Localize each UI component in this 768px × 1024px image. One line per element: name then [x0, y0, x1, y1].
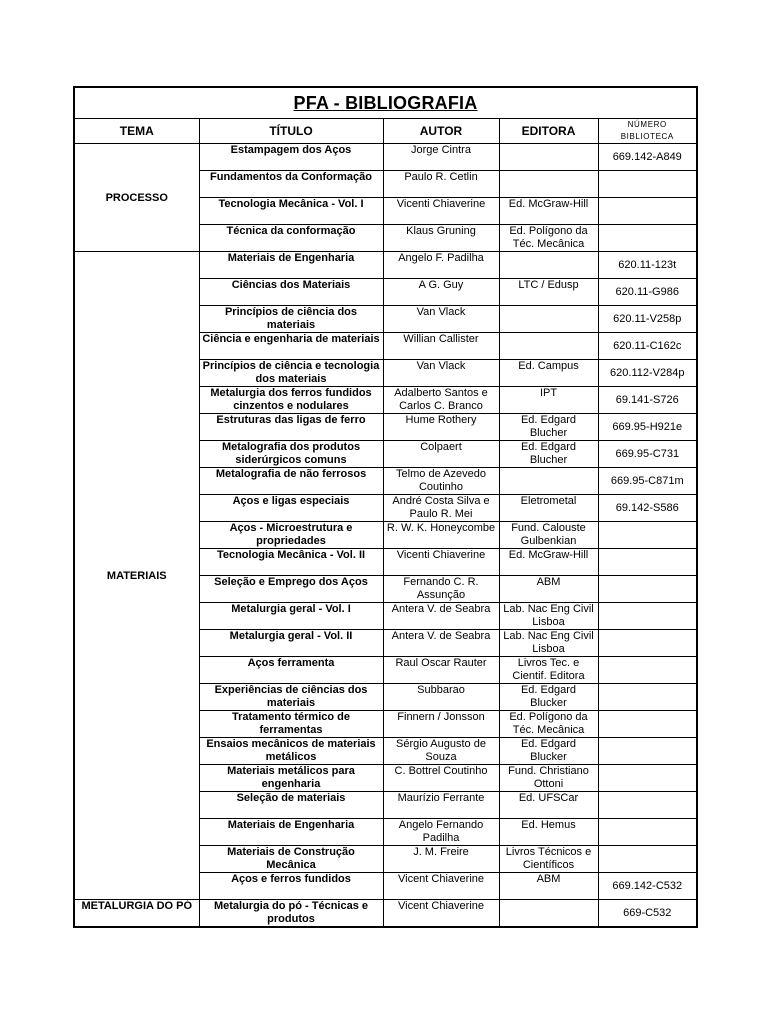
editora-cell [499, 306, 598, 333]
numero-cell [598, 630, 697, 657]
numero-cell [598, 549, 697, 576]
tema-cell: MATERIAIS [74, 252, 199, 900]
titulo-cell: Materiais metálicos para engenharia [199, 765, 383, 792]
numero-cell [598, 765, 697, 792]
table-row [74, 900, 697, 927]
bibliography-table [73, 86, 698, 928]
autor-cell: Antera V. de Seabra [383, 603, 499, 630]
titulo-cell: Aços e ferros fundidos [199, 873, 383, 900]
editora-cell: Ed. Polígono da Téc. Mecânica [499, 225, 598, 252]
autor-cell: Finnern / Jonsson [383, 711, 499, 738]
autor-cell: Colpaert [383, 441, 499, 468]
numero-cell: 69.141-S726 [598, 387, 697, 414]
titulo-cell: Metalurgia dos ferros fundidos cinzentos e nodulares [199, 387, 383, 414]
editora-cell: Ed. McGraw-Hill [499, 549, 598, 576]
titulo-cell: Seleção e Emprego dos Aços [199, 576, 383, 603]
autor-cell: Hume Rothery [383, 414, 499, 441]
titulo-cell: Estruturas das ligas de ferro [199, 414, 383, 441]
header-numero: NÚMERO BIBLIOTECA [598, 119, 697, 144]
editora-cell: Ed. Campus [499, 360, 598, 387]
editora-cell [499, 468, 598, 495]
titulo-cell: Tratamento térmico de ferramentas [199, 711, 383, 738]
titulo-cell: Aços e ligas especiais [199, 495, 383, 522]
header-titulo: TÍTULO [199, 119, 383, 144]
numero-cell [598, 846, 697, 873]
numero-cell [598, 603, 697, 630]
autor-cell: Paulo R. Cetlin [383, 171, 499, 198]
titulo-cell: Ensaios mecânicos de materiais metálicos [199, 738, 383, 765]
editora-cell: LTC / Edusp [499, 279, 598, 306]
editora-cell [499, 333, 598, 360]
numero-cell: 669.95-C731 [598, 441, 697, 468]
autor-cell: Adalberto Santos e Carlos C. Branco [383, 387, 499, 414]
editora-cell: Ed. Edgard Blucker [499, 684, 598, 711]
autor-cell: Klaus Gruning [383, 225, 499, 252]
titulo-cell: Aços - Microestrutura e propriedades [199, 522, 383, 549]
autor-cell: Antera V. de Seabra [383, 630, 499, 657]
titulo-cell: Seleção de materiais [199, 792, 383, 819]
autor-cell: Willian Callister [383, 333, 499, 360]
autor-cell: André Costa Silva e Paulo R. Mei [383, 495, 499, 522]
editora-cell: Fund. Christiano Ottoni [499, 765, 598, 792]
table-row [74, 144, 697, 171]
numero-cell [598, 171, 697, 198]
numero-cell [598, 711, 697, 738]
numero-cell: 669-C532 [598, 900, 697, 927]
autor-cell: Van Vlack [383, 306, 499, 333]
editora-cell: Ed. Edgard Blucher [499, 441, 598, 468]
editora-cell: Ed. Polígono da Téc. Mecânica [499, 711, 598, 738]
titulo-cell: Experiências de ciências dos materiais [199, 684, 383, 711]
titulo-cell: Aços ferramenta [199, 657, 383, 684]
editora-cell [499, 144, 598, 171]
numero-cell [598, 819, 697, 846]
editora-cell: Ed. Edgard Blucker [499, 738, 598, 765]
numero-cell: 620.11-V258p [598, 306, 697, 333]
header-autor: AUTOR [383, 119, 499, 144]
titulo-cell: Ciência e engenharia de materiais [199, 333, 383, 360]
editora-cell [499, 252, 598, 279]
titulo-cell: Fundamentos da Conformação [199, 171, 383, 198]
autor-cell: Vicenti Chiaverine [383, 549, 499, 576]
editora-cell [499, 171, 598, 198]
titulo-cell: Técnica da conformação [199, 225, 383, 252]
numero-cell: 669.95-H921e [598, 414, 697, 441]
titulo-cell: Metalografia de não ferrosos [199, 468, 383, 495]
autor-cell: Vicenti Chiaverine [383, 198, 499, 225]
titulo-cell: Materiais de Construção Mecânica [199, 846, 383, 873]
editora-cell: Fund. Calouste Gulbenkian [499, 522, 598, 549]
autor-cell: J. M. Freire [383, 846, 499, 873]
numero-cell: 669.142-C532 [598, 873, 697, 900]
editora-cell: Ed. McGraw-Hill [499, 198, 598, 225]
titulo-cell: Princípios de ciência dos materiais [199, 306, 383, 333]
titulo-cell: Estampagem dos Aços [199, 144, 383, 171]
editora-cell: Livros Tec. e Cientif. Editora [499, 657, 598, 684]
titulo-cell: Materiais de Engenharia [199, 819, 383, 846]
titulo-cell: Princípios de ciência e tecnologia dos materiais [199, 360, 383, 387]
titulo-cell: Metalurgia do pó - Técnicas e produtos [199, 900, 383, 927]
tema-cell: PROCESSO [74, 144, 199, 252]
autor-cell: Van Vlack [383, 360, 499, 387]
autor-cell: Angelo F. Padilha [383, 252, 499, 279]
autor-cell: Vicent Chiaverine [383, 900, 499, 927]
numero-cell [598, 198, 697, 225]
numero-cell [598, 738, 697, 765]
titulo-cell: Tecnologia Mecânica - Vol. II [199, 549, 383, 576]
editora-cell: Ed. UFSCar [499, 792, 598, 819]
numero-cell [598, 792, 697, 819]
numero-cell: 69.142-S586 [598, 495, 697, 522]
autor-cell: Telmo de Azevedo Coutinho [383, 468, 499, 495]
header-editora: EDITORA [499, 119, 598, 144]
titulo-cell: Metalografia dos produtos siderúrgicos comuns [199, 441, 383, 468]
autor-cell: Jorge Cintra [383, 144, 499, 171]
page-title: PFA - BIBLIOGRAFIA [74, 87, 697, 119]
tema-cell: METALURGIA DO PÓ [74, 900, 199, 927]
numero-cell: 620.11-123t [598, 252, 697, 279]
editora-cell: Livros Técnicos e Científicos [499, 846, 598, 873]
editora-cell: Lab. Nac Eng Civil Lisboa [499, 630, 598, 657]
autor-cell: Fernando C. R. Assunção [383, 576, 499, 603]
header-tema: TEMA [74, 119, 199, 144]
autor-cell: Sérgio Augusto de Souza [383, 738, 499, 765]
autor-cell: Angelo Fernando Padilha [383, 819, 499, 846]
editora-cell: Eletrometal [499, 495, 598, 522]
titulo-cell: Metalurgia geral - Vol. I [199, 603, 383, 630]
editora-cell: Ed. Edgard Blucher [499, 414, 598, 441]
titulo-cell: Materiais de Engenharia [199, 252, 383, 279]
titulo-cell: Tecnologia Mecânica - Vol. I [199, 198, 383, 225]
numero-cell: 620.11-G986 [598, 279, 697, 306]
autor-cell: Subbarao [383, 684, 499, 711]
table-row [74, 252, 697, 279]
numero-cell [598, 684, 697, 711]
autor-cell: Maurízio Ferrante [383, 792, 499, 819]
numero-cell [598, 657, 697, 684]
autor-cell: R. W. K. Honeycombe [383, 522, 499, 549]
autor-cell: A G. Guy [383, 279, 499, 306]
numero-cell: 669.142-A849 [598, 144, 697, 171]
numero-cell: 620.112-V284p [598, 360, 697, 387]
editora-cell: ABM [499, 873, 598, 900]
editora-cell [499, 900, 598, 927]
autor-cell: Vicent Chiaverine [383, 873, 499, 900]
numero-cell [598, 225, 697, 252]
autor-cell: Raul Oscar Rauter [383, 657, 499, 684]
editora-cell: Ed. Hemus [499, 819, 598, 846]
titulo-cell: Ciências dos Materiais [199, 279, 383, 306]
titulo-cell: Metalurgia geral - Vol. II [199, 630, 383, 657]
table-body [74, 144, 697, 927]
numero-cell: 669.95-C871m [598, 468, 697, 495]
editora-cell: ABM [499, 576, 598, 603]
editora-cell: Lab. Nac Eng Civil Lisboa [499, 603, 598, 630]
numero-cell [598, 576, 697, 603]
numero-cell [598, 522, 697, 549]
numero-cell: 620.11-C162c [598, 333, 697, 360]
autor-cell: C. Bottrel Coutinho [383, 765, 499, 792]
editora-cell: IPT [499, 387, 598, 414]
